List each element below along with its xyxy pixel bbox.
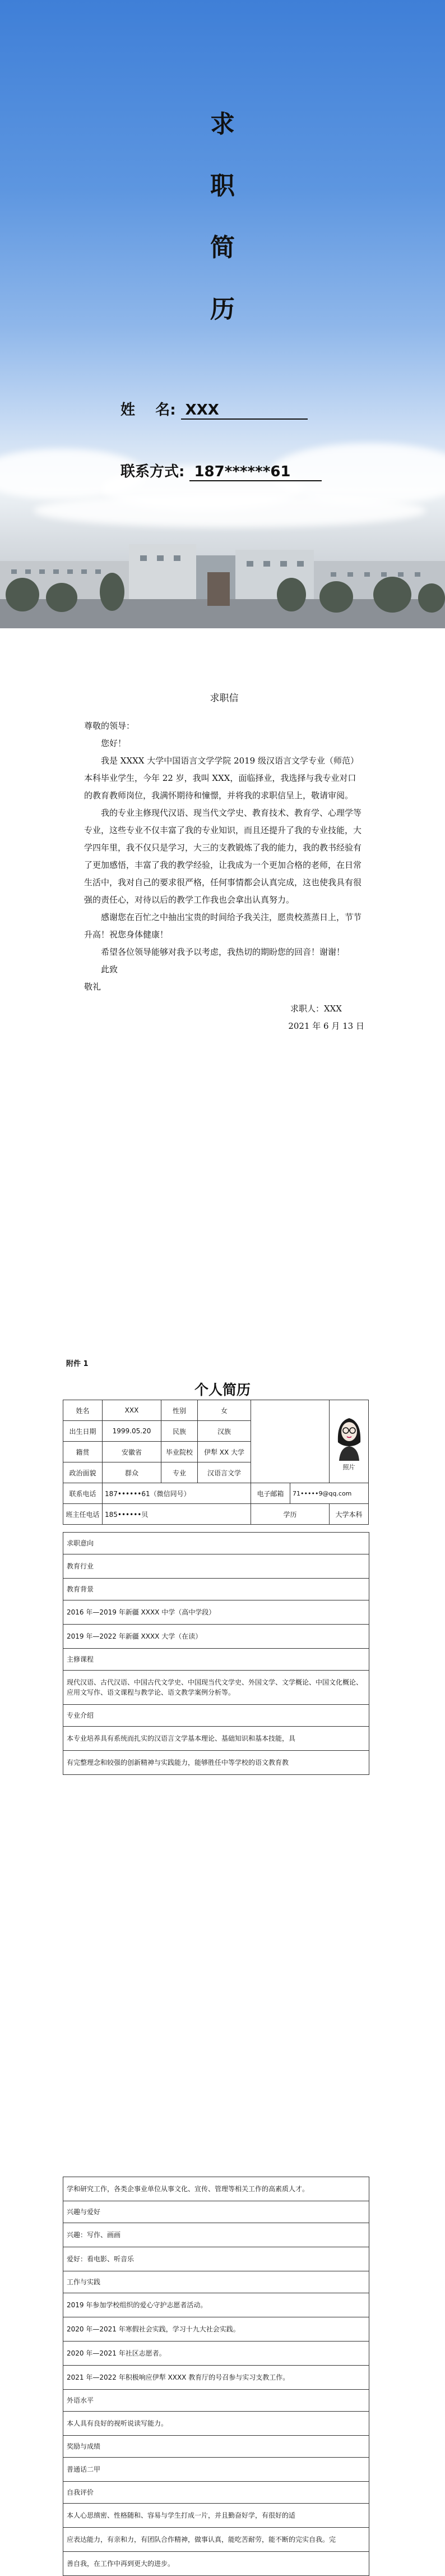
label-politics: 政治面貌 [63,1462,103,1483]
personal-info-table [63,1400,369,1525]
section-heading: 奖励与成绩 [63,2436,369,2458]
section-content: 本人心思缜密、性格随和、容易与学生打成一片，并且勤奋好学，有很好的适 [63,2504,369,2528]
section-content: 现代汉语、古代汉语、中国古代文学史、中国现当代文学史、外国文学、文学概论、中国文化概论、应用文写作、语文课程与教学论、语文教学案例分析等。 [63,1671,369,1705]
label-class-phone: 班主任电话 [63,1504,103,1525]
cover-name-row [120,398,308,420]
value-school: 伊犁 XX 大学 [198,1442,251,1462]
letter-paragraph: 希望各位领导能够对我予以考虑，我热切的期盼您的回音！谢谢！ [101,947,345,957]
letter-paragraph: 我是 XXXX 大学中国语言文学学院 2019 级汉语言文学专业（师范）本科毕业学生，今年 22 岁，我叫 XXX，面临择业，我选择与我专业对口的教育教师岗位，我满怀期待和憧憬，并将我的求职信呈上，敬请审阅。 [84,756,359,801]
label-degree: 学历 [251,1504,330,1525]
letter-salutation: 尊敬的领导： [84,721,135,731]
value-email: 71•••••9@qq.com [290,1483,369,1504]
campus-photo-graphic [0,539,445,628]
section-content: 应表达能力，有亲和力，有团队合作精神，做事认真，能吃苦耐劳，能不断的完实自我。完 [63,2528,369,2552]
cover-title-char: 职 [210,172,235,200]
section-content: 2020 年—2021 年寒假社会实践，学习十九大社会实践。 [63,2317,369,2342]
letter-paragraph: 我的专业主修现代汉语、现当代文学史、教育技术、教育学、心理学等专业，这些专业不仅丰富了我的专业知识，而且还提升了我的专业技能，大学四年里，我不仅只是学习，大三的支教锻炼了我的能力，我的教书经验有了更加感悟，丰富了我的教学经验，让我成为一个更加合格的老师，在日常生活中，我对自己的要求很严格，任何事情都会认真完成，这也使我具有很强的责任心，对待以后的教学工作我也会拿出认真努力。 [84,808,362,905]
letter-closing-1: 此致 [101,964,118,974]
section-content: 善自我，在工作中再到更大的进步。 [67,2560,175,2568]
section-content: 爱好：看电影、听音乐 [63,2247,369,2271]
label-major: 专业 [161,1462,198,1483]
avatar-photo-icon [333,1411,365,1462]
label-school: 毕业院校 [161,1442,198,1462]
cover-page [0,0,445,628]
label-name: 姓名 [63,1400,103,1421]
section-content: 2019 年参加学校组织的爱心守护志愿者活动。 [63,2293,369,2317]
value-gender: 女 [198,1400,251,1421]
letter-closing-2: 敬礼 [84,982,101,992]
resume-title: 个人简历 [194,1382,251,1398]
section-heading: 求职意向 [63,1533,369,1554]
section-content: 2019 年—2022 年新疆 XXXX 大学（在读） [63,1625,369,1649]
section-content: 本专业培养具有系统而扎实的汉语言文学基本理论、基础知识和基本技能，具 [63,1727,369,1751]
section-heading: 外语水平 [63,2390,369,2412]
cover-title-char: 简 [210,233,235,262]
section-content: 本人具有良好的视听说读写能力。 [63,2412,369,2436]
cover-title-char: 历 [210,295,235,324]
letter-signature: 求职人：XXX [290,1004,342,1014]
section-heading: 兴趣与爱好 [63,2201,369,2223]
cover-contact-row [120,460,322,481]
section-heading: 自我评价 [63,2482,369,2504]
section-content: 2020 年—2021 年社区志愿者。 [63,2342,369,2366]
value-phone: 187••••••61（微信同号） [103,1483,251,1504]
cover-name-label: 姓 名: [120,402,176,418]
label-dob: 出生日期 [63,1421,103,1442]
section-heading: 主修课程 [63,1649,369,1671]
cover-title-char: 求 [210,110,235,139]
section-content: 学和研究工作，各类企事业单位从事文化、宣传、管理等相关工作的高素质人才。 [63,2177,369,2201]
letter-greeting: 您好！ [101,738,127,748]
section-content: 教育行业 [63,1554,369,1579]
section-heading: 教育背景 [63,1579,369,1600]
section-heading: 工作与实践 [63,2271,369,2293]
letter-paragraph: 感谢您在百忙之中抽出宝贵的时间给予我关注，愿贵校蒸蒸日上，节节升高！祝您身体健康！ [84,912,362,940]
value-class-phone: 185••••••贝 [103,1504,251,1525]
value-dob: 1999.05.20 [103,1421,161,1442]
attachment-label: 附件 1 [66,1360,89,1368]
section-content: 普通话二甲 [63,2458,369,2482]
value-ethnicity: 汉族 [198,1421,251,1442]
value-degree: 大学本科 [330,1504,369,1525]
section-content: 有完整理念和较强的创新精神与实践能力，能够胜任中等学校的语文教育教 [67,1759,289,1767]
value-major: 汉语言文学 [198,1462,251,1483]
section-content: 2021 年—2022 年积极响应伊犁 XXXX 教育厅的号召参与实习支教工作。 [63,2366,369,2390]
label-origin: 籍贯 [63,1442,103,1462]
value-politics: 群众 [103,1462,161,1483]
resume-sections-page-1 [63,1532,369,1775]
letter-title: 求职信 [210,693,239,704]
value-name: XXX [103,1400,161,1421]
cover-letter [84,690,364,1035]
cover-contact-label: 联系方式: [120,463,185,480]
cover-contact-value: 187******61 [189,463,322,481]
label-email: 电子邮箱 [251,1483,290,1504]
label-gender: 性别 [161,1400,198,1421]
photo-cell [330,1400,369,1483]
section-content: 2016 年—2019 年新疆 XXXX 中学（高中学段） [63,1600,369,1625]
label-ethnicity: 民族 [161,1421,198,1442]
resume-sections-page-2 [63,2177,369,2576]
section-content: 兴趣：写作、画画 [63,2223,369,2247]
photo-label: 照片 [342,1464,355,1471]
label-phone: 联系电话 [63,1483,103,1504]
section-heading: 专业介绍 [63,1705,369,1727]
value-origin: 安徽省 [103,1442,161,1462]
letter-date: 2021 年 6 月 13 日 [288,1021,364,1031]
cover-name-value: XXX [181,402,308,420]
